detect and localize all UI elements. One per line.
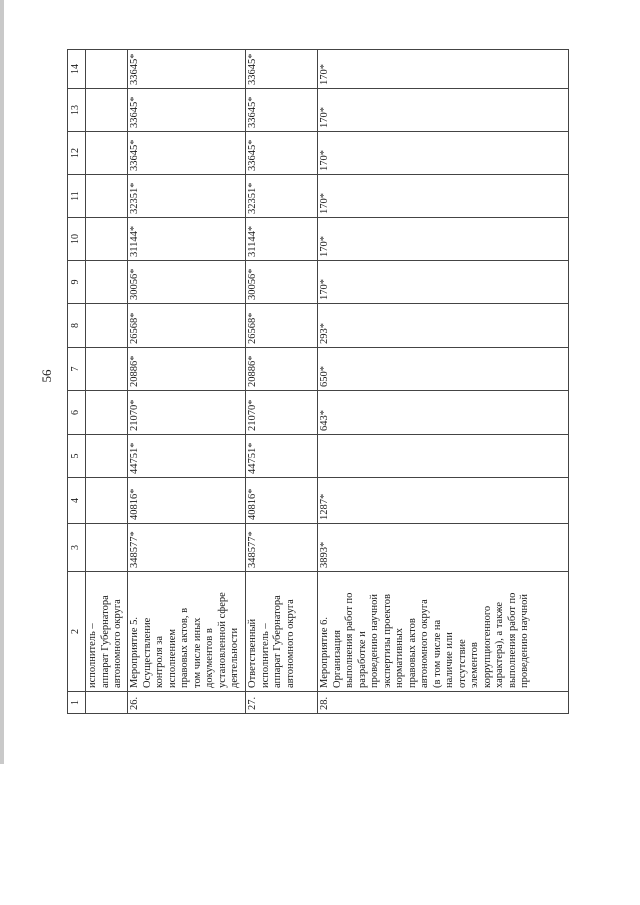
value-cell: 650* <box>318 348 569 391</box>
value-cell: 170* <box>318 132 569 175</box>
value-cell <box>86 89 128 132</box>
header-cell: 7 <box>68 348 86 391</box>
header-cell: 8 <box>68 304 86 348</box>
value-cell: 33645* <box>128 132 246 175</box>
value-cell: 293* <box>318 304 569 348</box>
value-cell: 3893* <box>318 524 569 572</box>
value-cell <box>86 391 128 435</box>
table-body <box>86 50 569 714</box>
value-cell: 33645* <box>128 89 246 132</box>
header-cell: 9 <box>68 261 86 304</box>
value-cell: 30056* <box>128 261 246 304</box>
header-cell: 6 <box>68 391 86 435</box>
table-header-row <box>68 50 86 714</box>
header-cell: 14 <box>68 50 86 89</box>
page-number: 56 <box>39 369 54 383</box>
row-number <box>86 692 128 714</box>
header-cell: 1 <box>68 692 86 714</box>
value-cell: 26568* <box>128 304 246 348</box>
header-cell: 13 <box>68 89 86 132</box>
header-cell: 10 <box>68 218 86 261</box>
value-cell: 32351* <box>246 175 318 218</box>
row-description: Мероприятие 5. Осуществление контроля за исполнением правовых актов, в том числе иных документов в установленной сфере деятельности <box>128 572 246 692</box>
value-cell <box>86 524 128 572</box>
header-cell: 4 <box>68 478 86 524</box>
value-cell: 33645* <box>246 50 318 89</box>
value-cell: 26568* <box>246 304 318 348</box>
value-cell: 31144* <box>246 218 318 261</box>
value-cell: 20886* <box>128 348 246 391</box>
value-cell: 170* <box>318 89 569 132</box>
value-cell: 1287* <box>318 478 569 524</box>
row-number: 28. <box>318 692 569 714</box>
value-cell: 31144* <box>128 218 246 261</box>
value-cell: 170* <box>318 218 569 261</box>
value-cell: 170* <box>318 50 569 89</box>
table-row <box>86 50 128 714</box>
value-cell: 33645* <box>246 132 318 175</box>
value-cell: 33645* <box>128 50 246 89</box>
value-cell: 643* <box>318 391 569 435</box>
value-cell <box>86 304 128 348</box>
row-description: Ответственный исполнитель – аппарат Губернатора автономного округа <box>246 572 318 692</box>
row-description: исполнитель – аппарат Губернатора автономного округа <box>86 572 128 692</box>
value-cell <box>86 218 128 261</box>
value-cell: 40816* <box>128 478 246 524</box>
value-cell: 348577* <box>128 524 246 572</box>
value-cell: 32351* <box>128 175 246 218</box>
value-cell: 40816* <box>246 478 318 524</box>
value-cell <box>318 435 569 478</box>
value-cell: 170* <box>318 261 569 304</box>
data-table <box>67 49 569 714</box>
value-cell <box>86 132 128 175</box>
value-cell: 44751* <box>128 435 246 478</box>
blank-margin <box>0 764 640 905</box>
row-number: 26. <box>128 692 246 714</box>
row-number: 27. <box>246 692 318 714</box>
value-cell: 348577* <box>246 524 318 572</box>
value-cell <box>86 478 128 524</box>
value-cell <box>86 175 128 218</box>
rotated-table-container <box>67 50 569 714</box>
value-cell: 21070* <box>128 391 246 435</box>
header-cell: 2 <box>68 572 86 692</box>
row-description: Мероприятие 6. Организация выполнения работ по разработке и проведению научной экспертизы проектов нормативных правовых актов автономного округа (в том числе на наличие или отсутствие элементов коррупциогенного характера), а также выполнения работ по проведению научной <box>318 572 569 692</box>
value-cell: 20886* <box>246 348 318 391</box>
value-cell: 30056* <box>246 261 318 304</box>
value-cell: 44751* <box>246 435 318 478</box>
header-cell: 11 <box>68 175 86 218</box>
header-cell: 3 <box>68 524 86 572</box>
table-row <box>128 50 246 714</box>
value-cell: 21070* <box>246 391 318 435</box>
table-row <box>318 50 569 714</box>
value-cell: 33645* <box>246 89 318 132</box>
header-cell: 5 <box>68 435 86 478</box>
header-cell: 12 <box>68 132 86 175</box>
value-cell: 170* <box>318 175 569 218</box>
value-cell <box>86 261 128 304</box>
value-cell <box>86 50 128 89</box>
value-cell <box>86 435 128 478</box>
table-row <box>246 50 318 714</box>
value-cell <box>86 348 128 391</box>
